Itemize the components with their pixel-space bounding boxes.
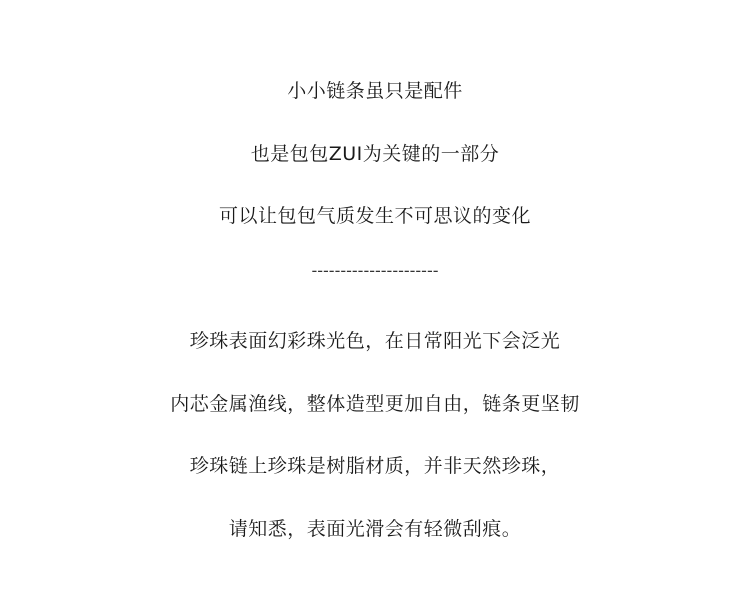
detail-line-1: 珍珠表面幻彩珠光色，在日常阳光下会泛光 (189, 330, 561, 352)
detail-line-3: 珍珠链上珍珠是树脂材质，并非天然珍珠， (189, 455, 561, 477)
detail-line-4: 请知悉，表面光滑会有轻微刮痕。 (228, 518, 522, 540)
intro-line-1: 小小链条虽只是配件 (287, 80, 463, 102)
intro-line-2: 也是包包ZUI为关键的一部分 (250, 143, 500, 165)
intro-line-3: 可以让包包气质发生不可思议的变化 (218, 205, 531, 227)
detail-line-2: 内芯金属渔线，整体造型更加自由，链条更坚韧 (170, 393, 580, 415)
dashed-divider: ---------------------- (311, 261, 439, 280)
